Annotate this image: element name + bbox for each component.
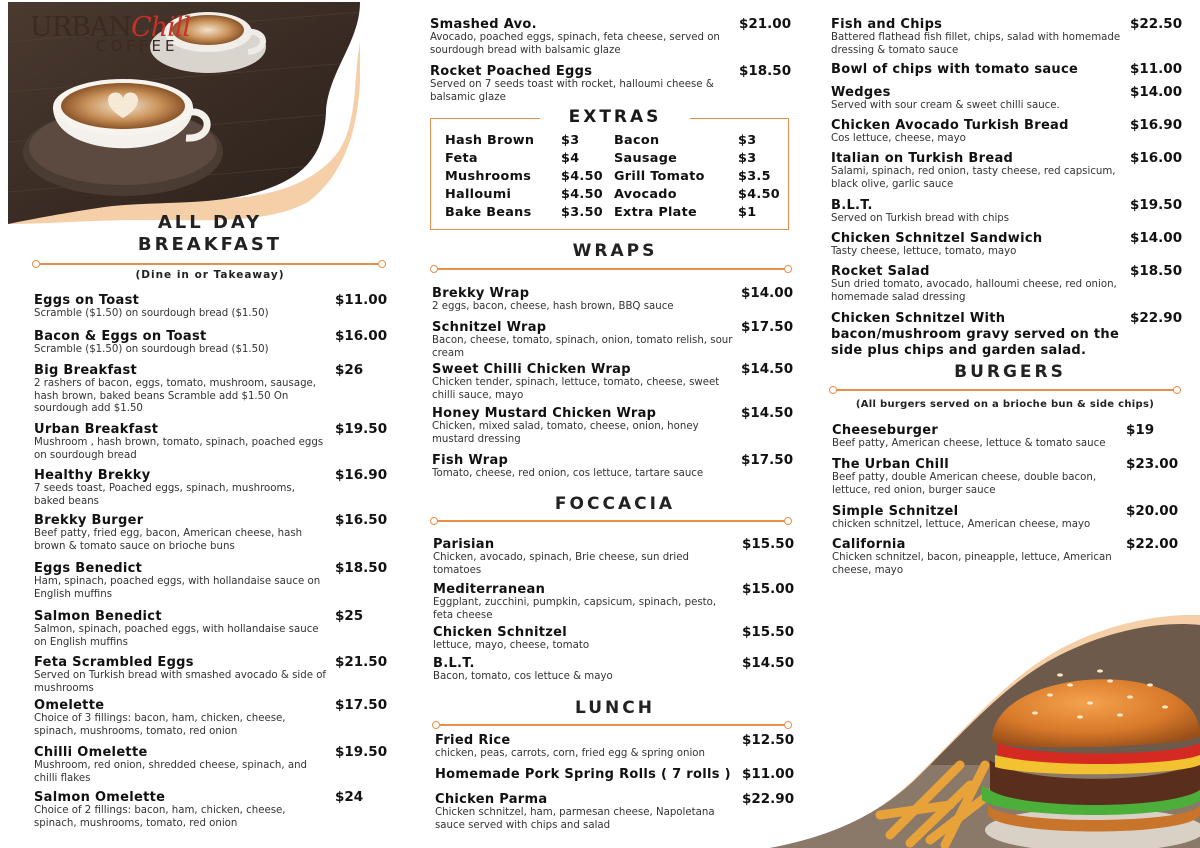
lunch-mains-item <box>831 62 1127 77</box>
breakfast-item <box>34 293 329 321</box>
wrap-item-description: Chicken tender, spinach, lettuce, tomato, cheese, sweet chilli sauce, mayo <box>432 377 720 401</box>
burger-item-price: $22.00 <box>1126 536 1179 552</box>
breakfast-item-description: Scramble ($1.50) on sourdough bread ($1.50) <box>34 308 269 319</box>
breakfast-item <box>34 468 329 508</box>
wraps-divider <box>436 268 786 270</box>
breakfast-item-name: Urban Breakfast <box>34 422 159 437</box>
lunch-mains-item-description: Served on Turkish bread with chips <box>831 213 1010 224</box>
breakfast-item-description: Ham, spinach, poached eggs, with hollandaise sauce on English muffins <box>34 576 321 600</box>
extra-item-name: Sausage <box>614 151 678 166</box>
extra-item-name: Hash Brown <box>445 133 535 148</box>
foccacia-item-name: Parisian <box>433 537 495 552</box>
wrap-item-description: Bacon, cheese, tomato, spinach, onion, tomato relish, sour cream <box>432 335 733 359</box>
wraps-title: WRAPS <box>572 241 658 261</box>
brunch-item-name: Rocket Poached Eggs <box>430 64 593 79</box>
wrap-item-name: Honey Mustard Chicken Wrap <box>432 406 657 421</box>
breakfast-item-name: Salmon Benedict <box>34 609 162 624</box>
burger-item <box>832 457 1122 497</box>
lunch-mains-item-price: $19.50 <box>1130 197 1183 213</box>
foccacia-item-description: Chicken, avocado, spinach, Brie cheese, sun dried tomatoes <box>433 552 689 576</box>
wrap-item-description: Chicken, mixed salad, tomato, cheese, onion, honey mustard dressing <box>432 421 699 445</box>
foccacia-divider <box>436 520 786 522</box>
lunch-mains-item-description: Tasty cheese, lettuce, tomato, mayo <box>831 246 1017 257</box>
breakfast-title-line1: ALL DAY <box>157 212 263 233</box>
lunch-mains-item-name: Wedges <box>831 85 891 100</box>
wrap-item-price: $14.50 <box>741 405 794 421</box>
burger-item-description: chicken schnitzel, lettuce, American cheese, mayo <box>832 519 1091 530</box>
foccacia-item-description: Bacon, tomato, cos lettuce & mayo <box>433 671 613 682</box>
breakfast-item-name: Big Breakfast <box>34 363 138 378</box>
foccacia-item <box>433 656 733 684</box>
extra-item-price: $3.50 <box>561 205 603 220</box>
extras-title: EXTRAS <box>540 107 690 127</box>
extra-item-name: Mushrooms <box>445 169 532 184</box>
burger-item-price: $20.00 <box>1126 503 1179 519</box>
lunch-divider <box>438 724 786 726</box>
breakfast-item-price: $17.50 <box>335 697 388 713</box>
burger-item <box>832 537 1122 577</box>
wrap-item-name: Sweet Chilli Chicken Wrap <box>432 362 631 377</box>
lunch-mains-item-description: Cos lettuce, cheese, mayo <box>831 133 966 144</box>
wrap-item-price: $14.50 <box>741 361 794 377</box>
brand-logo <box>30 14 190 54</box>
breakfast-item-price: $16.50 <box>335 512 388 528</box>
lunch-mains-item-name: Bowl of chips with tomato sauce <box>831 62 1079 77</box>
lunch-item-description: Chicken schnitzel, ham, parmesan cheese, Napoletana sauce served with chips and salad <box>435 807 715 831</box>
wrap-item-name: Brekky Wrap <box>432 286 530 301</box>
lunch-mains-item-name: B.L.T. <box>831 198 873 213</box>
lunch-mains-item <box>831 17 1127 57</box>
foccacia-item <box>433 582 733 622</box>
lunch-mains-item <box>831 311 1127 359</box>
burger-item-name: The Urban Chill <box>832 457 949 472</box>
foccacia-item-price: $14.50 <box>742 655 795 671</box>
breakfast-item <box>34 422 329 462</box>
foccacia-item-description: lettuce, mayo, cheese, tomato <box>433 640 590 651</box>
breakfast-item-description: Mushroom, red onion, shredded cheese, spinach, and chilli flakes <box>34 760 308 784</box>
foccacia-item-description: Eggplant, zucchini, pumpkin, capsicum, spinach, pesto, feta cheese <box>433 597 717 621</box>
extra-item-name: Extra Plate <box>614 205 698 220</box>
breakfast-item-description: Salmon, spinach, poached eggs, with hollandaise sauce on English muffins <box>34 624 319 648</box>
extra-item-name: Avocado <box>614 187 677 202</box>
breakfast-item-price: $11.00 <box>335 292 388 308</box>
burgers-note: (All burgers served on a brioche bun & side chips) <box>855 399 1155 410</box>
extra-item-price: $3 <box>561 133 580 148</box>
wrap-item-price: $14.00 <box>741 285 794 301</box>
brand-name-chill: Chill <box>131 12 191 43</box>
breakfast-item-description: 2 rashers of bacon, eggs, tomato, mushroom, sausage, hash brown, baked beans Scramble add $1.50 On sourdough add $1.50 <box>34 378 317 414</box>
extra-item-price: $4.50 <box>738 187 780 202</box>
breakfast-item-description: Beef patty, fried egg, bacon, American cheese, hash brown & tomato sauce on brioche buns <box>34 528 303 552</box>
wrap-item-description: 2 eggs, bacon, cheese, hash brown, BBQ sauce <box>432 301 674 312</box>
lunch-mains-item-price: $14.00 <box>1130 84 1183 100</box>
brunch-item-price: $18.50 <box>739 63 792 79</box>
foccacia-item-price: $15.00 <box>742 581 795 597</box>
burger-item-name: Simple Schnitzel <box>832 504 959 519</box>
brunch-item-price: $21.00 <box>739 16 792 32</box>
wrap-item <box>432 320 734 360</box>
burgers-title: BURGERS <box>954 362 1066 382</box>
lunch-mains-item-price: $22.50 <box>1130 16 1183 32</box>
breakfast-item-price: $19.50 <box>335 744 388 760</box>
lunch-mains-item-price: $16.90 <box>1130 117 1183 133</box>
breakfast-item <box>34 790 329 830</box>
burgers-divider <box>835 389 1175 391</box>
breakfast-item-name: Omelette <box>34 698 105 713</box>
breakfast-item-name: Feta Scrambled Eggs <box>34 655 194 670</box>
breakfast-item <box>34 329 329 357</box>
extra-item-price: $1 <box>738 205 757 220</box>
breakfast-item-price: $24 <box>335 789 364 805</box>
lunch-item-name: Chicken Parma <box>435 792 548 807</box>
breakfast-item <box>34 513 329 553</box>
lunch-mains-item <box>831 198 1127 226</box>
lunch-mains-item-description: Salami, spinach, red onion, tasty cheese, red capsicum, black olive, garlic sauce <box>831 166 1116 190</box>
wrap-item-name: Schnitzel Wrap <box>432 320 547 335</box>
breakfast-item-name: Bacon & Eggs on Toast <box>34 329 207 344</box>
burger-photo <box>770 615 1200 848</box>
lunch-mains-item <box>831 118 1127 146</box>
breakfast-item <box>34 363 329 416</box>
lunch-mains-item-description: Battered flathead fish fillet, chips, salad with homemade dressing & tomato sauce <box>831 32 1121 56</box>
lunch-item-name: Homemade Pork Spring Rolls ( 7 rolls ) <box>435 767 731 782</box>
burger-item <box>832 504 1122 532</box>
brunch-item-description: Avocado, poached eggs, spinach, feta cheese, served on sourdough bread with balsamic glaze <box>430 32 720 56</box>
extra-item-price: $4 <box>561 151 580 166</box>
breakfast-item-description: Served on Turkish bread with smashed avocado & side of mushrooms <box>34 670 327 694</box>
lunch-mains-item <box>831 151 1127 191</box>
burger-item-name: California <box>832 537 906 552</box>
lunch-item <box>435 792 733 832</box>
lunch-mains-item-name: Italian on Turkish Bread <box>831 151 1014 166</box>
lunch-mains-item-name: Chicken Schnitzel Sandwich <box>831 231 1043 246</box>
lunch-item-price: $12.50 <box>742 732 795 748</box>
lunch-item <box>435 733 733 761</box>
breakfast-note: (Dine in or Takeaway) <box>135 269 285 281</box>
extra-item-price: $3 <box>738 133 757 148</box>
lunch-mains-item-name: Chicken Avocado Turkish Bread <box>831 118 1069 133</box>
breakfast-item-price: $16.00 <box>335 328 388 344</box>
extra-item-name: Bacon <box>614 133 660 148</box>
lunch-mains-item-price: $16.00 <box>1130 150 1183 166</box>
brunch-item-name: Smashed Avo. <box>430 17 537 32</box>
burger-item-description: Beef patty, double American cheese, double bacon, lettuce, red onion, burger sauce <box>832 472 1097 496</box>
breakfast-title-line2: BREAKFAST <box>137 234 283 255</box>
wrap-item <box>432 406 734 446</box>
wrap-item-name: Fish Wrap <box>432 453 509 468</box>
breakfast-item-name: Chilli Omelette <box>34 745 148 760</box>
foccacia-item <box>433 625 733 653</box>
breakfast-item-price: $18.50 <box>335 560 388 576</box>
wrap-item-price: $17.50 <box>741 319 794 335</box>
lunch-item <box>435 767 733 782</box>
breakfast-item-price: $21.50 <box>335 654 388 670</box>
lunch-mains-item-price: $11.00 <box>1130 61 1183 77</box>
breakfast-item <box>34 745 329 785</box>
breakfast-item-description: Scramble ($1.50) on sourdough bread ($1.50) <box>34 344 269 355</box>
lunch-mains-item-description: Served with sour cream & sweet chilli sauce. <box>831 100 1060 111</box>
breakfast-item-name: Healthy Brekky <box>34 468 151 483</box>
breakfast-item-name: Brekky Burger <box>34 513 144 528</box>
extra-item-price: $4.50 <box>561 169 603 184</box>
burger-item-description: Chicken schnitzel, bacon, pineapple, lettuce, American cheese, mayo <box>832 552 1112 576</box>
extra-item-price: $3 <box>738 151 757 166</box>
foccacia-item-name: Chicken Schnitzel <box>433 625 568 640</box>
breakfast-item-price: $16.90 <box>335 467 388 483</box>
lunch-mains-item-name: Rocket Salad <box>831 264 930 279</box>
foccacia-item-name: Mediterranean <box>433 582 546 597</box>
extra-item-name: Halloumi <box>445 187 512 202</box>
breakfast-title <box>110 212 310 256</box>
lunch-mains-item-name: Fish and Chips <box>831 17 943 32</box>
breakfast-item-description: Choice of 3 fillings: bacon, ham, chicken, cheese, spinach, mushrooms, tomato, red onion <box>34 713 286 737</box>
lunch-mains-item-name: Chicken Schnitzel With bacon/mushroom gravy served on the side plus chips and garden salad. <box>831 311 1120 358</box>
lunch-mains-item-description: Sun dried tomato, avocado, halloumi cheese, red onion, homemade salad dressing <box>831 279 1117 303</box>
extra-item-name: Bake Beans <box>445 205 532 220</box>
burger-item-price: $23.00 <box>1126 456 1179 472</box>
foccacia-item-name: B.L.T. <box>433 656 475 671</box>
lunch-item-price: $11.00 <box>742 766 795 782</box>
burger-item-price: $19 <box>1126 422 1155 438</box>
burger-item <box>832 423 1122 451</box>
wrap-item-description: Tomato, cheese, red onion, cos lettuce, tartare sauce <box>432 468 704 479</box>
extra-item-name: Feta <box>445 151 478 166</box>
breakfast-item-description: Mushroom , hash brown, tomato, spinach, poached eggs on sourdough bread <box>34 437 324 461</box>
lunch-mains-item-price: $18.50 <box>1130 263 1183 279</box>
breakfast-item-description: 7 seeds toast, Poached eggs, spinach, mushrooms, baked beans <box>34 483 295 507</box>
lunch-mains-item-price: $22.90 <box>1130 310 1183 326</box>
foccacia-item-price: $15.50 <box>742 624 795 640</box>
breakfast-item <box>34 655 329 695</box>
foccacia-title: FOCCACIA <box>554 494 676 514</box>
brunch-item-description: Served on 7 seeds toast with rocket, halloumi cheese & balsamic glaze <box>430 79 714 103</box>
lunch-item-name: Fried Rice <box>435 733 511 748</box>
wrap-item-price: $17.50 <box>741 452 794 468</box>
breakfast-item-name: Eggs Benedict <box>34 561 143 576</box>
lunch-title: LUNCH <box>575 698 655 718</box>
breakfast-item-price: $19.50 <box>335 421 388 437</box>
brunch-item <box>430 17 730 57</box>
foccacia-item-price: $15.50 <box>742 536 795 552</box>
breakfast-divider <box>38 263 380 265</box>
extra-item-price: $3.5 <box>738 169 771 184</box>
lunch-item-description: chicken, peas, carrots, corn, fried egg & spring onion <box>435 748 705 759</box>
wrap-item <box>432 362 734 402</box>
breakfast-item-price: $26 <box>335 362 364 378</box>
breakfast-item-price: $25 <box>335 608 364 624</box>
breakfast-item-name: Salmon Omelette <box>34 790 166 805</box>
breakfast-item <box>34 609 329 649</box>
breakfast-item <box>34 698 329 738</box>
breakfast-item-name: Eggs on Toast <box>34 293 140 308</box>
lunch-mains-item <box>831 85 1127 113</box>
wrap-item <box>432 286 734 314</box>
lunch-item-price: $22.90 <box>742 791 795 807</box>
lunch-mains-item-price: $14.00 <box>1130 230 1183 246</box>
foccacia-item <box>433 537 733 577</box>
breakfast-item <box>34 561 329 601</box>
brand-name-urban: URBAN <box>30 12 132 43</box>
brunch-item <box>430 64 730 104</box>
lunch-mains-item <box>831 264 1127 304</box>
burger-item-name: Cheeseburger <box>832 423 939 438</box>
burger-item-description: Beef patty, American cheese, lettuce & tomato sauce <box>832 438 1106 449</box>
brand-name-coffee: COFFEE <box>96 37 179 55</box>
extra-item-name: Grill Tomato <box>614 169 705 184</box>
extra-item-price: $4.50 <box>561 187 603 202</box>
wrap-item <box>432 453 734 481</box>
breakfast-item-description: Choice of 2 fillings: bacon, ham, chicken, cheese, spinach, mushrooms, tomato, red onion <box>34 805 286 829</box>
lunch-mains-item <box>831 231 1127 259</box>
